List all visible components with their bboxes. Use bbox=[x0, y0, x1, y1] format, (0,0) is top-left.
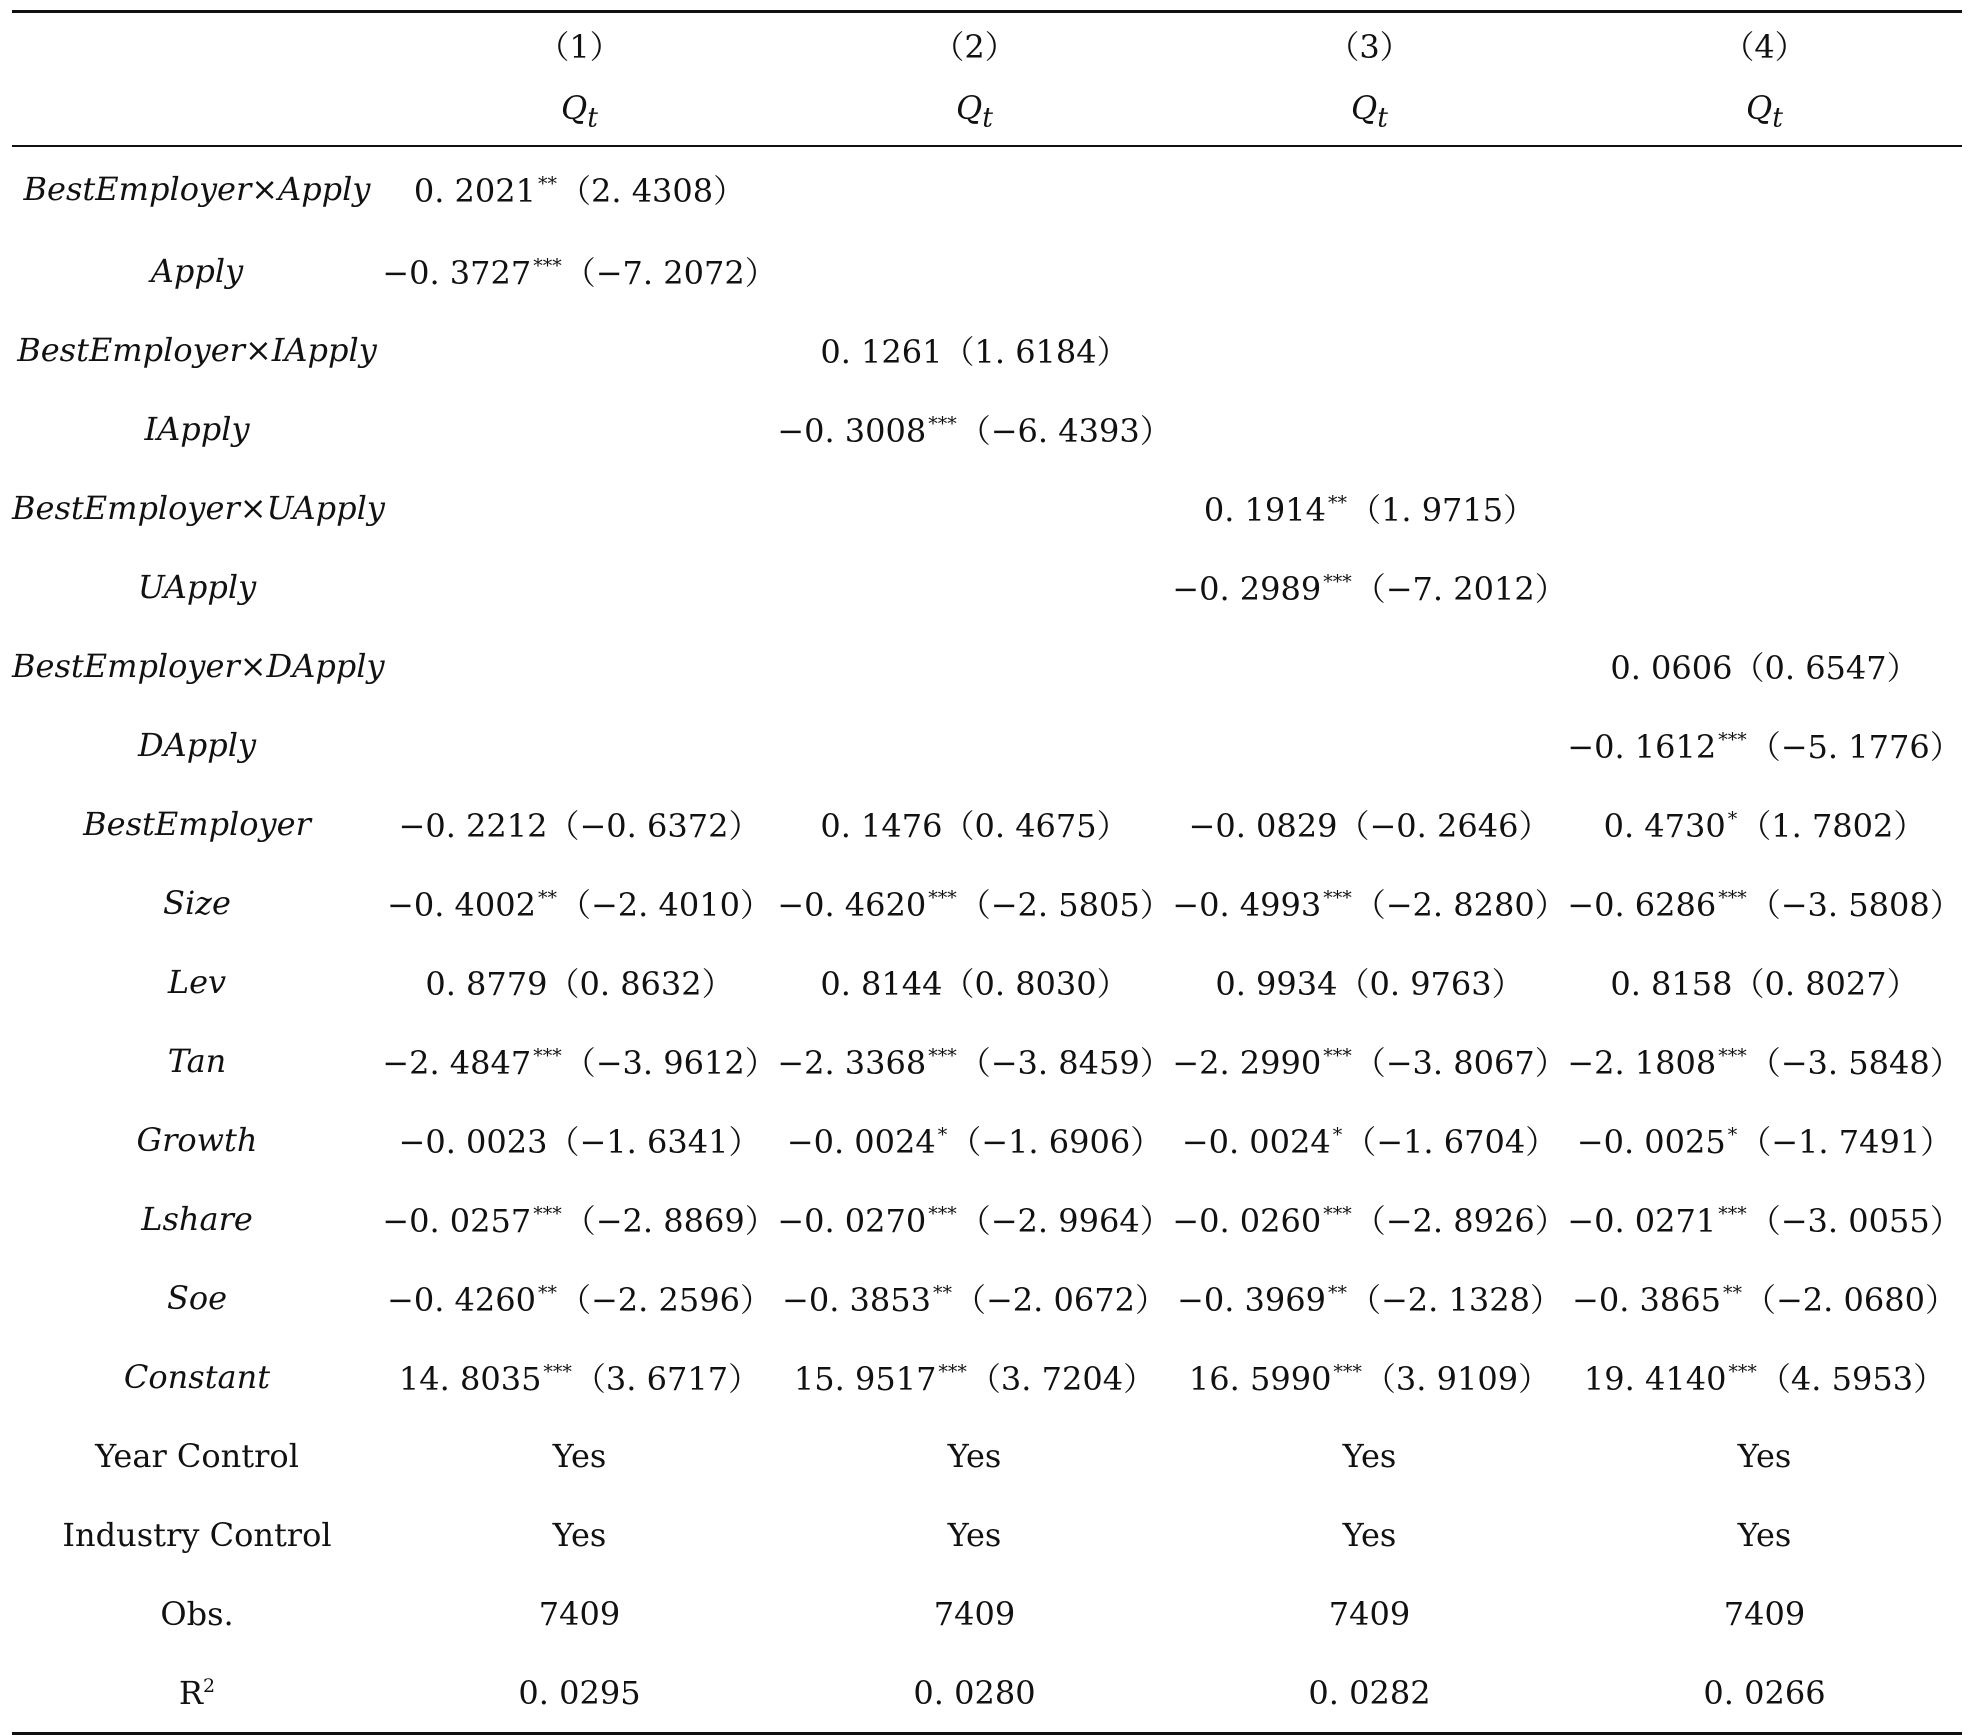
table-row bbox=[12, 1021, 1962, 1100]
t-statistic: （0. 8030） bbox=[942, 964, 1129, 1003]
coefficient-value: 16. 5990 bbox=[1188, 1359, 1332, 1398]
coefficient-cell bbox=[382, 146, 777, 231]
coefficient-cell bbox=[382, 784, 777, 863]
dep-var-subscript: t bbox=[1377, 102, 1388, 134]
coefficient-cell bbox=[1172, 784, 1567, 863]
coefficient-value: −2. 1808 bbox=[1567, 1043, 1717, 1082]
significance-stars: *** bbox=[1728, 1360, 1757, 1383]
t-statistic: （−3. 5808） bbox=[1748, 885, 1962, 924]
t-statistic: （2. 4308） bbox=[558, 172, 746, 210]
significance-stars: *** bbox=[928, 1202, 957, 1225]
table-row bbox=[12, 626, 1962, 705]
variable-name: Size bbox=[163, 883, 231, 922]
t-statistic: （−2. 0672） bbox=[953, 1280, 1167, 1319]
t-statistic: （−1. 6341） bbox=[547, 1122, 761, 1161]
footer-value: Yes bbox=[552, 1436, 607, 1475]
variable-name: UApply bbox=[137, 567, 257, 606]
footer-value: Yes bbox=[947, 1436, 1002, 1475]
dependent-variable bbox=[1172, 77, 1567, 146]
variable-name: BestEmployer×IApply bbox=[17, 330, 377, 369]
t-statistic: （−5. 1776） bbox=[1748, 727, 1962, 766]
coefficient-cell bbox=[1567, 310, 1962, 389]
table-body bbox=[12, 146, 1962, 1734]
table-row bbox=[12, 1258, 1962, 1337]
coefficient-cell bbox=[777, 1179, 1172, 1258]
coefficient-cell bbox=[1567, 942, 1962, 1021]
footer-label-text: Industry Control bbox=[62, 1515, 332, 1554]
coefficient-cell bbox=[1172, 1100, 1567, 1179]
dep-var-subscript: t bbox=[982, 102, 993, 134]
variable-name: Constant bbox=[123, 1357, 271, 1396]
t-statistic: （4. 5953） bbox=[1758, 1359, 1946, 1398]
footer-row bbox=[12, 1574, 1962, 1653]
t-statistic: （−2. 1328） bbox=[1348, 1280, 1562, 1319]
significance-stars: ** bbox=[1327, 491, 1347, 514]
variable-name: Tan bbox=[167, 1041, 227, 1080]
footer-label-text: Obs. bbox=[160, 1594, 234, 1633]
coefficient-value: 0. 8158 bbox=[1610, 964, 1733, 1003]
significance-stars: ** bbox=[537, 1281, 557, 1304]
table-row bbox=[12, 705, 1962, 784]
t-statistic: （3. 9109） bbox=[1363, 1359, 1551, 1398]
footer-value: 0. 0266 bbox=[1567, 1653, 1962, 1734]
coefficient-cell bbox=[1567, 231, 1962, 310]
footer-value: 0. 0280 bbox=[777, 1653, 1172, 1734]
regression-table bbox=[12, 10, 1962, 1735]
variable-name: BestEmployer×DApply bbox=[12, 646, 385, 685]
coefficient-cell bbox=[777, 310, 1172, 389]
coefficient-cell bbox=[382, 1258, 777, 1337]
coefficient-cell bbox=[382, 1179, 777, 1258]
coefficient-cell bbox=[1567, 1021, 1962, 1100]
significance-stars: *** bbox=[543, 1360, 572, 1383]
coefficient-cell bbox=[1567, 146, 1962, 231]
footer-value: 7409 bbox=[1723, 1594, 1806, 1633]
significance-stars: ** bbox=[1327, 1281, 1347, 1304]
table-row bbox=[12, 784, 1962, 863]
coefficient-value: 15. 9517 bbox=[793, 1359, 937, 1398]
coefficient-cell bbox=[1172, 1021, 1567, 1100]
coefficient-cell bbox=[1567, 1100, 1962, 1179]
variable-name: Growth bbox=[136, 1120, 258, 1159]
table-row bbox=[12, 468, 1962, 547]
coefficient-cell bbox=[777, 1337, 1172, 1416]
coefficient-value: −0. 6286 bbox=[1567, 885, 1717, 924]
dep-var-subscript: t bbox=[1772, 102, 1783, 134]
coefficient-value: 0. 4730 bbox=[1603, 806, 1726, 845]
coefficient-cell bbox=[777, 547, 1172, 626]
t-statistic: （−1. 6906） bbox=[949, 1122, 1163, 1161]
coefficient-cell bbox=[1567, 784, 1962, 863]
coefficient-value: 0. 2021 bbox=[413, 172, 536, 210]
coefficient-value: −0. 2212 bbox=[398, 806, 548, 845]
t-statistic: （−7. 2012） bbox=[1353, 569, 1567, 608]
dependent-variable bbox=[777, 77, 1172, 146]
coefficient-value: −0. 4993 bbox=[1172, 885, 1322, 924]
coefficient-cell bbox=[777, 784, 1172, 863]
coefficient-cell bbox=[382, 1021, 777, 1100]
coefficient-value: 0. 8779 bbox=[425, 964, 548, 1003]
t-statistic: （−3. 9612） bbox=[563, 1043, 777, 1082]
footer-value: 0. 0295 bbox=[382, 1653, 777, 1734]
footer-row bbox=[12, 1653, 1962, 1734]
footer-label-superscript: 2 bbox=[203, 1674, 216, 1697]
coefficient-cell bbox=[1567, 705, 1962, 784]
footer-label-text: R bbox=[178, 1673, 203, 1712]
column-number: （2） bbox=[777, 12, 1172, 78]
variable-name: Apply bbox=[150, 251, 244, 290]
significance-stars: *** bbox=[533, 1044, 562, 1067]
significance-stars: *** bbox=[928, 412, 957, 435]
t-statistic: （1. 7802） bbox=[1739, 806, 1926, 845]
coefficient-cell bbox=[382, 547, 777, 626]
table-row bbox=[12, 231, 1962, 310]
variable-name: Soe bbox=[166, 1278, 228, 1317]
coefficient-cell bbox=[777, 705, 1172, 784]
coefficient-cell bbox=[1172, 1179, 1567, 1258]
table-row bbox=[12, 547, 1962, 626]
variable-name: DApply bbox=[137, 725, 257, 764]
coefficient-value: −0. 3865 bbox=[1572, 1280, 1721, 1319]
t-statistic: （0. 8632） bbox=[547, 964, 734, 1003]
t-statistic: （1. 9715） bbox=[1348, 490, 1536, 529]
coefficient-value: 19. 4140 bbox=[1583, 1359, 1727, 1398]
dependent-variable bbox=[1567, 77, 1962, 146]
significance-stars: *** bbox=[1718, 1202, 1747, 1225]
coefficient-value: 0. 1476 bbox=[820, 806, 943, 845]
coefficient-value: −0. 0271 bbox=[1567, 1201, 1717, 1240]
footer-label bbox=[12, 1653, 382, 1734]
t-statistic: （−2. 8869） bbox=[563, 1201, 777, 1240]
coefficient-cell bbox=[382, 310, 777, 389]
coefficient-cell bbox=[1567, 547, 1962, 626]
column-number: （1） bbox=[382, 12, 777, 78]
coefficient-cell bbox=[1567, 626, 1962, 705]
coefficient-value: −0. 3853 bbox=[782, 1280, 931, 1319]
significance-stars: *** bbox=[1323, 1044, 1352, 1067]
footer-value: Yes bbox=[1737, 1436, 1792, 1475]
footer-label bbox=[12, 1416, 382, 1495]
coefficient-cell bbox=[1172, 626, 1567, 705]
coefficient-cell bbox=[1172, 705, 1567, 784]
header-empty-cell bbox=[12, 12, 382, 78]
t-statistic: （−3. 8459） bbox=[958, 1043, 1172, 1082]
t-statistic: （1. 6184） bbox=[942, 332, 1129, 371]
significance-stars: *** bbox=[928, 886, 957, 909]
coefficient-value: −2. 3368 bbox=[777, 1043, 927, 1082]
variable-name: IApply bbox=[144, 409, 250, 448]
coefficient-cell bbox=[382, 942, 777, 1021]
table-row bbox=[12, 1100, 1962, 1179]
significance-stars: *** bbox=[1323, 1202, 1352, 1225]
coefficient-value: −0. 2989 bbox=[1172, 569, 1322, 608]
footer-value: 0. 0282 bbox=[1172, 1653, 1567, 1734]
t-statistic: （0. 6547） bbox=[1732, 648, 1919, 687]
significance-stars: * bbox=[1727, 807, 1738, 830]
t-statistic: （−7. 2072） bbox=[563, 253, 777, 292]
coefficient-value: −0. 0025 bbox=[1576, 1122, 1726, 1161]
t-statistic: （−1. 6704） bbox=[1344, 1122, 1558, 1161]
significance-stars: *** bbox=[928, 1044, 957, 1067]
coefficient-cell bbox=[1567, 1258, 1962, 1337]
coefficient-cell bbox=[382, 389, 777, 468]
t-statistic: （0. 9763） bbox=[1337, 964, 1524, 1003]
coefficient-value: 0. 0606 bbox=[1610, 648, 1733, 687]
footer-value: Yes bbox=[1342, 1436, 1397, 1475]
significance-stars: *** bbox=[1323, 886, 1352, 909]
significance-stars: * bbox=[1727, 1123, 1738, 1146]
t-statistic: （−0. 2646） bbox=[1337, 806, 1551, 845]
coefficient-cell bbox=[777, 1100, 1172, 1179]
coefficient-value: 0. 1914 bbox=[1203, 490, 1326, 529]
coefficient-value: 0. 8144 bbox=[820, 964, 943, 1003]
significance-stars: *** bbox=[1333, 1360, 1362, 1383]
coefficient-cell bbox=[1567, 468, 1962, 547]
coefficient-cell bbox=[1567, 389, 1962, 468]
t-statistic: （−3. 5848） bbox=[1748, 1043, 1962, 1082]
coefficient-cell bbox=[1172, 863, 1567, 942]
coefficient-cell bbox=[382, 705, 777, 784]
t-statistic: （−6. 4393） bbox=[958, 411, 1172, 450]
t-statistic: （−0. 6372） bbox=[547, 806, 761, 845]
footer-value: 7409 bbox=[538, 1594, 621, 1633]
significance-stars: * bbox=[937, 1123, 948, 1146]
table-row bbox=[12, 942, 1962, 1021]
coefficient-cell bbox=[777, 231, 1172, 310]
t-statistic: （−3. 8067） bbox=[1353, 1043, 1567, 1082]
header-row-dependent-variables bbox=[12, 77, 1962, 146]
t-statistic: （−2. 8280） bbox=[1353, 885, 1567, 924]
significance-stars: *** bbox=[1718, 886, 1747, 909]
coefficient-cell bbox=[382, 468, 777, 547]
t-statistic: （−2. 9964） bbox=[958, 1201, 1172, 1240]
variable-name: BestEmployer×UApply bbox=[12, 488, 385, 527]
table-row bbox=[12, 146, 1962, 231]
coefficient-value: −0. 4002 bbox=[387, 885, 536, 924]
dep-var-symbol: Q bbox=[1746, 88, 1773, 127]
variable-name: Lshare bbox=[141, 1199, 253, 1238]
coefficient-value: −0. 3008 bbox=[777, 411, 927, 450]
coefficient-cell bbox=[1567, 1337, 1962, 1416]
column-number: （4） bbox=[1567, 12, 1962, 78]
table-row bbox=[12, 310, 1962, 389]
coefficient-cell bbox=[777, 468, 1172, 547]
table-row bbox=[12, 863, 1962, 942]
coefficient-cell bbox=[777, 863, 1172, 942]
dep-var-symbol: Q bbox=[561, 88, 588, 127]
coefficient-value: −0. 3727 bbox=[382, 253, 532, 292]
coefficient-value: −2. 4847 bbox=[382, 1043, 532, 1082]
column-number: （3） bbox=[1172, 12, 1567, 78]
significance-stars: ** bbox=[537, 173, 557, 195]
dependent-variable bbox=[382, 77, 777, 146]
coefficient-value: −2. 2990 bbox=[1172, 1043, 1322, 1082]
footer-value: Yes bbox=[1737, 1515, 1792, 1554]
footer-value: Yes bbox=[1342, 1515, 1397, 1554]
t-statistic: （−1. 7491） bbox=[1739, 1122, 1953, 1161]
coefficient-cell bbox=[1567, 863, 1962, 942]
t-statistic: （−2. 4010） bbox=[558, 885, 772, 924]
coefficient-cell bbox=[1172, 1258, 1567, 1337]
coefficient-cell bbox=[382, 231, 777, 310]
footer-row bbox=[12, 1495, 1962, 1574]
footer-label bbox=[12, 1495, 382, 1574]
table-row bbox=[12, 1337, 1962, 1416]
coefficient-cell bbox=[1172, 1337, 1567, 1416]
coefficient-cell bbox=[382, 1337, 777, 1416]
coefficient-cell bbox=[382, 626, 777, 705]
footer-value: 7409 bbox=[1328, 1594, 1411, 1633]
variable-name: Lev bbox=[167, 962, 227, 1001]
coefficient-cell bbox=[1172, 942, 1567, 1021]
footer-label-text: Year Control bbox=[95, 1436, 299, 1475]
coefficient-value: 0. 9934 bbox=[1215, 964, 1338, 1003]
significance-stars: *** bbox=[533, 254, 562, 277]
table-header bbox=[12, 12, 1962, 147]
significance-stars: *** bbox=[533, 1202, 562, 1225]
t-statistic: （−2. 5805） bbox=[958, 885, 1172, 924]
coefficient-cell bbox=[1172, 468, 1567, 547]
dep-var-symbol: Q bbox=[956, 88, 983, 127]
table-row bbox=[12, 1179, 1962, 1258]
header-empty-cell bbox=[12, 77, 382, 146]
dep-var-symbol: Q bbox=[1351, 88, 1378, 127]
significance-stars: ** bbox=[537, 886, 557, 909]
footer-label bbox=[12, 1574, 382, 1653]
t-statistic: （3. 6717） bbox=[573, 1359, 761, 1398]
coefficient-cell bbox=[777, 942, 1172, 1021]
coefficient-value: −0. 3969 bbox=[1177, 1280, 1326, 1319]
coefficient-value: −0. 0260 bbox=[1172, 1201, 1322, 1240]
coefficient-value: −0. 4260 bbox=[387, 1280, 536, 1319]
footer-value: Yes bbox=[552, 1515, 607, 1554]
significance-stars: * bbox=[1332, 1123, 1343, 1146]
t-statistic: （−2. 8926） bbox=[1353, 1201, 1567, 1240]
t-statistic: （−2. 0680） bbox=[1743, 1280, 1957, 1319]
dep-var-subscript: t bbox=[587, 102, 598, 134]
coefficient-cell bbox=[1172, 547, 1567, 626]
coefficient-cell bbox=[777, 1021, 1172, 1100]
coefficient-value: −0. 0829 bbox=[1188, 806, 1338, 845]
significance-stars: ** bbox=[932, 1281, 952, 1304]
coefficient-value: −0. 0024 bbox=[786, 1122, 936, 1161]
coefficient-cell bbox=[1172, 146, 1567, 231]
significance-stars: *** bbox=[1718, 728, 1747, 751]
coefficient-cell bbox=[1172, 310, 1567, 389]
significance-stars: *** bbox=[1323, 570, 1352, 593]
coefficient-cell bbox=[382, 863, 777, 942]
variable-name: BestEmployer bbox=[83, 804, 311, 843]
coefficient-cell bbox=[777, 626, 1172, 705]
footer-value: Yes bbox=[947, 1515, 1002, 1554]
t-statistic: （0. 4675） bbox=[942, 806, 1129, 845]
header-row-column-numbers bbox=[12, 12, 1962, 78]
coefficient-value: −0. 0270 bbox=[777, 1201, 927, 1240]
coefficient-cell bbox=[777, 389, 1172, 468]
coefficient-value: −0. 0257 bbox=[382, 1201, 532, 1240]
footer-value: 7409 bbox=[933, 1594, 1016, 1633]
coefficient-value: 14. 8035 bbox=[398, 1359, 542, 1398]
t-statistic: （0. 8027） bbox=[1732, 964, 1919, 1003]
coefficient-value: −0. 1612 bbox=[1567, 727, 1717, 766]
coefficient-cell bbox=[382, 1100, 777, 1179]
t-statistic: （−2. 2596） bbox=[558, 1280, 772, 1319]
coefficient-value: −0. 4620 bbox=[777, 885, 927, 924]
coefficient-cell bbox=[1172, 389, 1567, 468]
footer-row bbox=[12, 1416, 1962, 1495]
coefficient-value: −0. 0023 bbox=[398, 1122, 548, 1161]
coefficient-value: −0. 0024 bbox=[1181, 1122, 1331, 1161]
t-statistic: （−3. 0055） bbox=[1748, 1201, 1962, 1240]
coefficient-cell bbox=[777, 146, 1172, 231]
t-statistic: （3. 7204） bbox=[968, 1359, 1156, 1398]
table-row bbox=[12, 389, 1962, 468]
coefficient-cell bbox=[777, 1258, 1172, 1337]
coefficient-cell bbox=[1567, 1179, 1962, 1258]
significance-stars: *** bbox=[1718, 1044, 1747, 1067]
variable-name: BestEmployer×Apply bbox=[23, 170, 371, 208]
significance-stars: *** bbox=[938, 1360, 967, 1383]
coefficient-value: 0. 1261 bbox=[820, 332, 943, 371]
significance-stars: ** bbox=[1722, 1281, 1742, 1304]
coefficient-cell bbox=[1172, 231, 1567, 310]
